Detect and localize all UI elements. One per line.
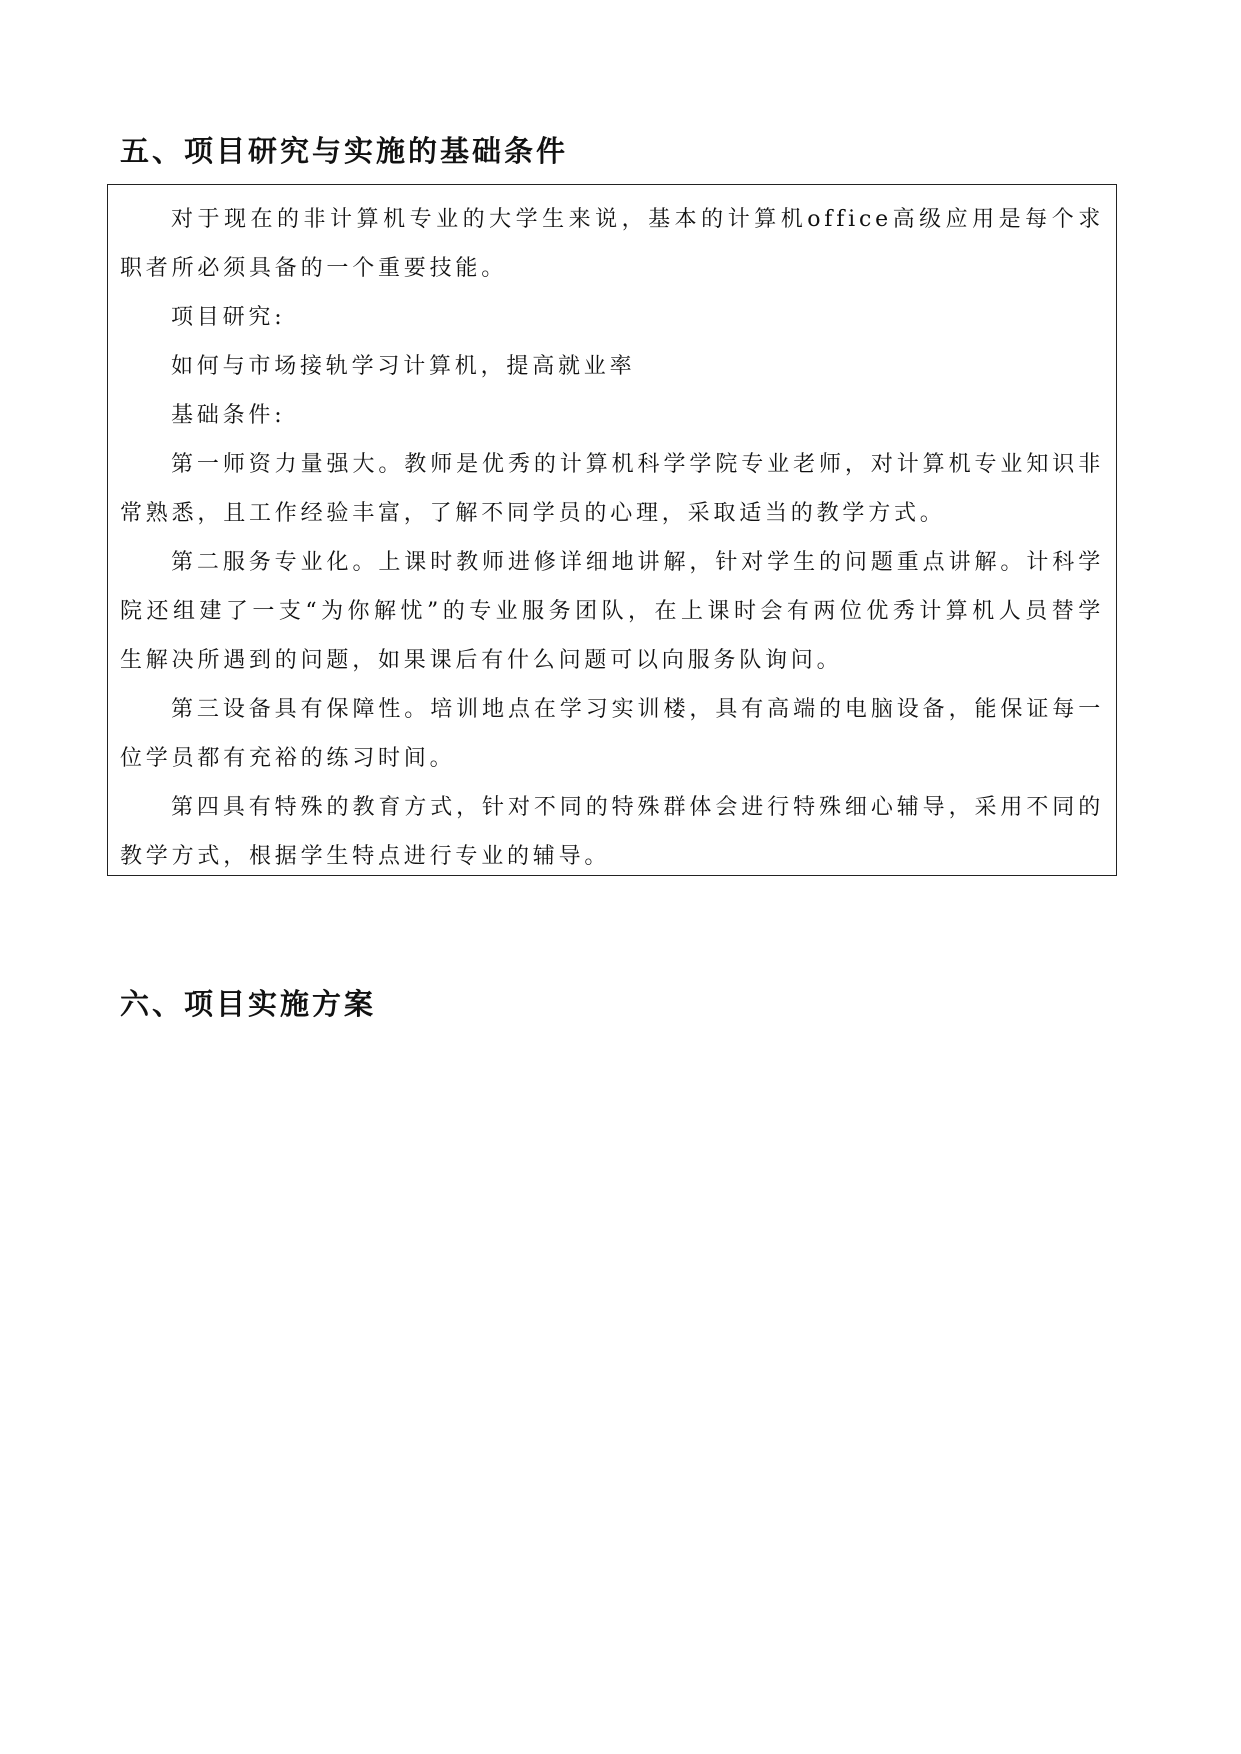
paragraph-condition-1: 第一师资力量强大。教师是优秀的计算机科学学院专业老师，对计算机专业知识非常熟悉，且工作经验丰富，了解不同学员的心理，采取适当的教学方式。 [120,452,1104,526]
paragraph-condition-4: 第四具有特殊的教育方式，针对不同的特殊群体会进行特殊细心辅导，采用不同的教学方式，根据学生特点进行专业的辅导。 [120,795,1104,869]
content-box [107,184,1117,876]
paragraph-condition-2: 第二服务专业化。上课时教师进修详细地讲解，针对学生的问题重点讲解。计科学院还组建了一支“为你解忧”的专业服务团队，在上课时会有两位优秀计算机人员替学生解决所遇到的问题，如果课后有什么问题可以向服务队询问。 [120,550,1104,673]
paragraph-intro: 对于现在的非计算机专业的大学生来说，基本的计算机office高级应用是每个求职者所必须具备的一个重要技能。 [120,207,1104,281]
section-heading-basic-conditions: 五、项目研究与实施的基础条件 [120,134,569,168]
paragraph-conditions-label: 基础条件: [171,403,286,428]
paragraph-condition-3: 第三设备具有保障性。培训地点在学习实训楼，具有高端的电脑设备，能保证每一位学员都有充裕的练习时间。 [120,697,1104,771]
section-heading-implementation-plan: 六、项目实施方案 [120,987,377,1021]
paragraph-research-topic: 如何与市场接轨学习计算机，提高就业率 [171,354,636,379]
paragraph-research-label: 项目研究: [171,305,286,330]
